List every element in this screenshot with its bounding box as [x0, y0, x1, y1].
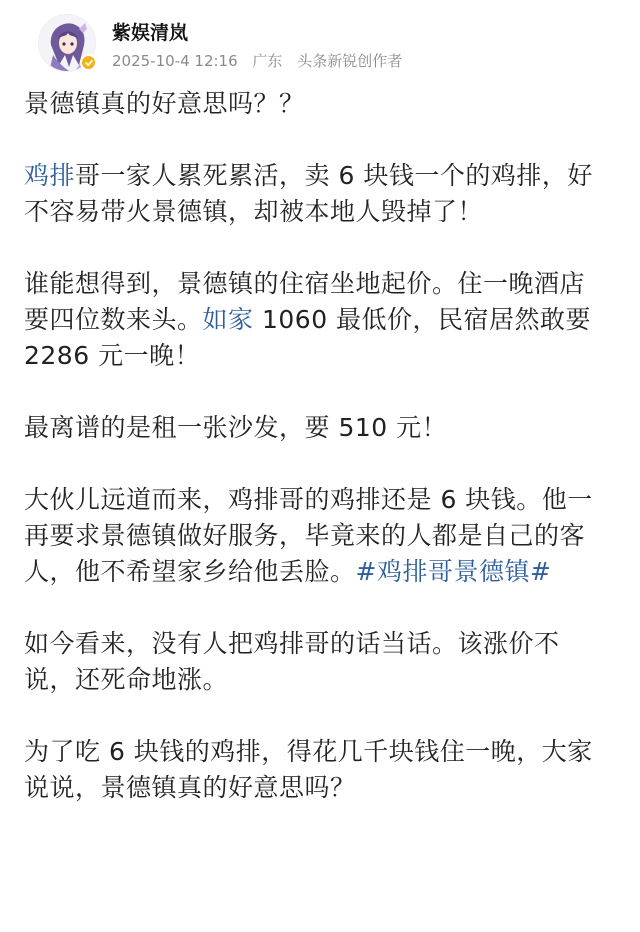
hashtag-link[interactable]: #鸡排哥景德镇#	[355, 557, 552, 586]
post-meta	[112, 50, 412, 71]
paragraph-3	[24, 266, 620, 374]
paragraph-1: 景德镇真的好意思吗？？	[24, 89, 305, 118]
verified-badge-icon	[80, 54, 97, 71]
author-name[interactable]: 紫娱清岚	[112, 22, 189, 44]
topic-link-jipai[interactable]: 鸡排	[24, 161, 76, 190]
paragraph-3-text-a: 谁能想得到，景德镇的住宿坐地起价。住一晚酒店 要四位数来头。	[24, 269, 586, 334]
post-location: 广东	[252, 52, 283, 70]
paragraph-2-text: 哥一家人累死累活，卖 6 块钱一个的鸡排，好 不容易带火景德镇，却被本地人毁掉了！	[24, 161, 593, 226]
post-header	[24, 0, 616, 82]
author-role: 头条新锐创作者	[297, 52, 403, 70]
post-body	[24, 86, 620, 842]
paragraph-2	[24, 158, 620, 230]
paragraph-6: 如今看来，没有人把鸡排哥的话当话。该涨价不 说，还死命地涨。	[24, 629, 560, 694]
topic-link-rujia[interactable]: 如家	[202, 305, 254, 334]
paragraph-4: 最离谱的是租一张沙发，要 510 元！	[24, 413, 448, 442]
paragraph-5-text: 大伙儿远道而来，鸡排哥的鸡排还是 6 块钱。他一 再要求景德镇做好服务，毕竟来的人都是自己的客 人，他不希望家乡给他丢脸。	[24, 485, 593, 586]
post-date: 2025-10-4 12:16	[112, 52, 238, 70]
paragraph-7: 为了吃 6 块钱的鸡排，得花几千块钱住一晚，大家 说说，景德镇真的好意思吗？	[24, 737, 593, 802]
paragraph-5	[24, 482, 620, 590]
paragraph-3-text-b: 1060 最低价，民宿居然敢要 2286 元一晚！	[24, 305, 592, 370]
